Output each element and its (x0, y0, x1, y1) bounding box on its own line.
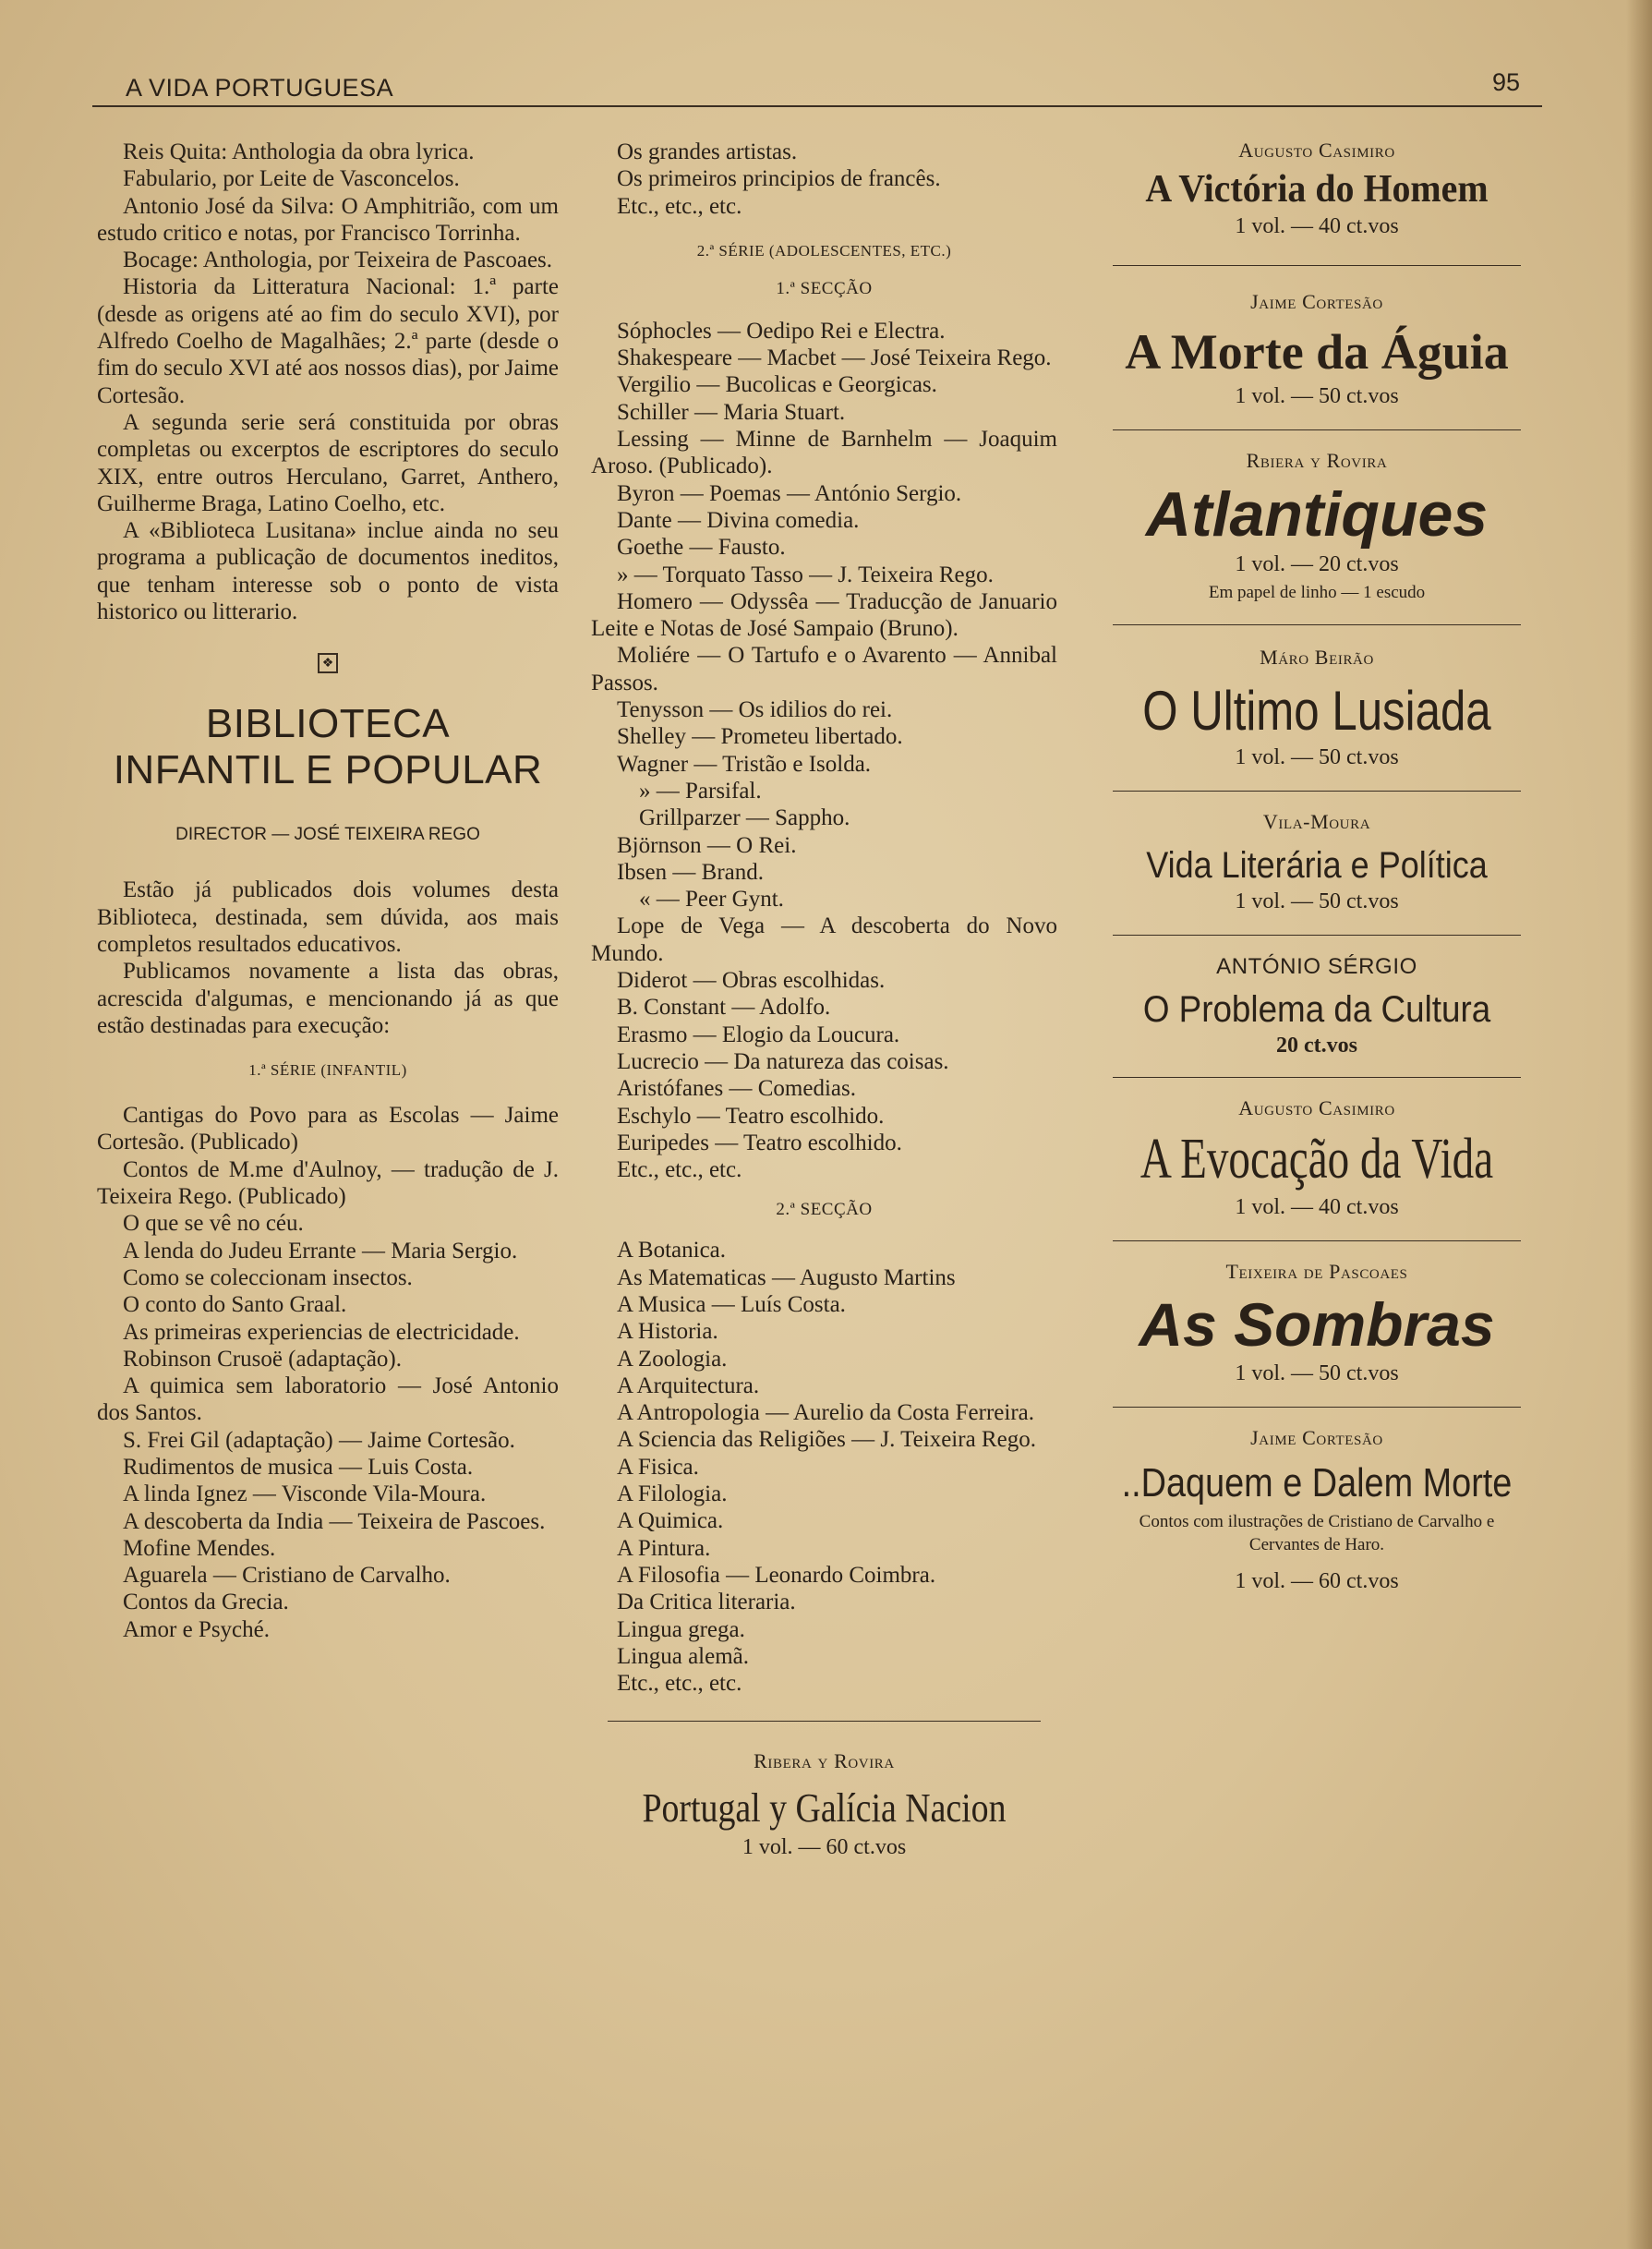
list-item: « — Peer Gynt. (639, 887, 784, 913)
divider (1113, 429, 1521, 430)
ad-author: Jaime Cortesão (1250, 1426, 1383, 1450)
ad-note: Em papel de linho — 1 escudo (1208, 583, 1426, 603)
list-item: Lingua alemã. (617, 1643, 749, 1669)
column-right-ads (1085, 139, 1549, 1594)
ad-price: 20 ct.vos (1276, 1034, 1357, 1058)
list-item: Wagner — Tristão e Isolda. (617, 751, 872, 777)
list-item: Rudimentos de musica — Luis Costa. (123, 1454, 474, 1480)
ad-title: Atlantiques (1145, 478, 1489, 550)
body-paragraph: Publicamos novamente a lista das obras, acrescida d'algumas, e mencionando já as que estão destinadas para execução: (97, 959, 559, 1038)
serie-heading: 2.ª SÉRIE (ADOLESCENTES, ETC.) (696, 241, 952, 260)
list-item: Lingua grega. (617, 1616, 745, 1642)
ad-author: Vila-Moura (1262, 810, 1371, 834)
body-paragraph: Estão já publicados dois volumes desta Biblioteca, destinada, sem dúvida, aos mais completos resultados educativos. (97, 877, 559, 957)
book-ad (1085, 1426, 1549, 1593)
ad-author: Jaime Cortesão (1250, 290, 1383, 314)
list-item: Tenysson — Os idilios do rei. (617, 697, 893, 723)
seccao1-list (591, 318, 1057, 1184)
seccao2-list (591, 1237, 1057, 1697)
ad-author: Ribera y Rovira (754, 1749, 895, 1773)
ad-title: A Victória do Homem (1145, 168, 1489, 211)
page-number: 95 (1491, 68, 1520, 96)
list-item: As Matematicas — Augusto Martins (617, 1264, 956, 1290)
ad-author: ANTÓNIO SÉRGIO (1216, 954, 1417, 980)
list-item: O que se vê no céu. (123, 1211, 304, 1237)
list-item: Schiller — Maria Stuart. (617, 399, 846, 425)
intro-list (97, 139, 559, 625)
column-left (97, 139, 559, 1643)
book-ad (1085, 646, 1549, 770)
list-item: As primeiras experiencias de electricidade. (123, 1319, 520, 1345)
list-item: Lope de Vega — A descoberta do Novo Mundo. (591, 913, 1057, 966)
seccao-heading: 1.ª SECÇÃO (776, 278, 873, 298)
intro-paragraph: Antonio José da Silva: O Amphitrião, com um estudo critico e notas, por Francisco Torrinha. (97, 193, 559, 246)
list-item: A Antropologia — Aurelio da Costa Ferreira. (617, 1400, 1035, 1426)
list-item: Dante — Divina comedia. (617, 507, 860, 533)
list-item: A Filosofia — Leonardo Coimbra. (617, 1562, 936, 1588)
section-title-line: BIBLIOTECA (205, 701, 451, 747)
seccao-heading: 2.ª SECÇÃO (776, 1200, 873, 1220)
list-item: A Musica — Luís Costa. (617, 1291, 846, 1317)
page-edge-shadow (1626, 0, 1652, 2249)
list-item: Os primeiros principios de francês. (617, 166, 941, 192)
list-item: Lucrecio — Da natureza das coisas. (617, 1048, 949, 1074)
list-item: A quimica sem laboratorio — José Antonio dos Santos. (97, 1373, 559, 1426)
list-item: Os grandes artistas. (617, 139, 798, 164)
serie1-list (97, 1102, 559, 1643)
ad-price: 1 vol. — 20 ct.vos (1235, 552, 1399, 577)
list-item: Cantigas do Povo para as Escolas — Jaime Cortesão. (Publicado) (97, 1103, 559, 1155)
book-ad (1085, 810, 1549, 914)
ad-author: Máro Beirão (1260, 646, 1374, 670)
ad-title: Vida Literária e Política (1146, 845, 1488, 887)
list-item: A Fisica. (617, 1454, 699, 1480)
list-item: Mofine Mendes. (123, 1535, 276, 1561)
list-item: Byron — Poemas — António Sergio. (617, 480, 962, 506)
list-item: S. Frei Gil (adaptação) — Jaime Cortesão. (123, 1427, 515, 1453)
ornament-icon: ❖ (318, 653, 338, 673)
ad-title: As Sombras (1139, 1289, 1495, 1359)
book-ad (591, 1749, 1057, 1859)
list-item: Ibsen — Brand. (617, 859, 764, 885)
list-item: Da Critica literaria. (617, 1590, 796, 1615)
list-item: A Quimica. (617, 1508, 724, 1534)
list-item: A Filologia. (617, 1481, 728, 1507)
intro-paragraph: A segunda serie será constituida por obras completas ou excerptos de escriptores do seculo XIX, entre outros Herculano, Garret, Anthero, Guilherme Braga, Latino Coelho, etc. (97, 409, 559, 516)
list-item: Shelley — Prometeu libertado. (617, 724, 903, 750)
book-ad (1085, 1260, 1549, 1387)
divider (1113, 1407, 1521, 1408)
list-item: A Historia. (617, 1319, 718, 1345)
list-item: Shakespeare — Macbet — José Teixeira Rego. (617, 345, 1052, 371)
divider (1113, 265, 1521, 266)
list-item: Contos da Grecia. (123, 1590, 289, 1615)
intro-paragraph: Reis Quita: Anthologia da obra lyrica. (123, 139, 475, 164)
ad-author: Augusto Casimiro (1238, 139, 1395, 162)
list-item: Grillparzer — Sappho. (639, 805, 850, 831)
list-item: A linda Ignez — Visconde Vila-Moura. (123, 1481, 487, 1507)
list-item: Diderot — Obras escolhidas. (617, 968, 886, 994)
list-item: Vergilio — Bucolicas e Georgicas. (617, 372, 937, 398)
ad-author: Rbiera y Rovira (1246, 448, 1388, 472)
list-item: » — Parsifal. (639, 778, 762, 804)
divider (1113, 624, 1521, 625)
list-item: Como se coleccionam insectos. (123, 1264, 413, 1290)
ad-price: 1 vol. — 40 ct.vos (1235, 214, 1399, 239)
ad-author: Teixeira de Pascoaes (1225, 1259, 1408, 1283)
book-ad (1085, 449, 1549, 605)
book-ad (1085, 954, 1549, 1058)
list-item: A descoberta da India — Teixeira de Pascoes. (123, 1508, 546, 1534)
ad-price: 1 vol. — 60 ct.vos (1235, 1568, 1399, 1593)
journal-title: A VIDA PORTUGUESA (126, 74, 394, 102)
list-item: A Zoologia. (617, 1346, 728, 1372)
list-item: B. Constant — Adolfo. (617, 995, 831, 1021)
book-ad (1085, 290, 1549, 408)
list-item: Etc., etc., etc. (617, 193, 742, 219)
list-item: Erasmo — Elogio da Loucura. (617, 1022, 900, 1047)
list-item: Etc., etc., etc. (617, 1671, 742, 1697)
list-item: A Arquitectura. (617, 1372, 760, 1398)
ad-title: A Morte da Águia (1125, 324, 1509, 381)
book-ad (1085, 1096, 1549, 1219)
list-item: A lenda do Judeu Errante — Maria Sergio. (123, 1238, 518, 1264)
ad-author: Augusto Casimiro (1238, 1096, 1395, 1120)
ad-note: Contos com ilustrações de Cristiano de Carvalho e Cervantes de Haro. (1139, 1511, 1495, 1554)
book-ad (1085, 139, 1549, 239)
intro-paragraph: A «Biblioteca Lusitana» inclue ainda no seu programa a publicação de documentos ineditos, que tenham interesse sob o ponto de vista historico ou litterario. (97, 518, 559, 625)
ad-title: Portugal y Galícia Nacion (642, 1785, 1007, 1832)
divider (1113, 935, 1521, 936)
serie-heading: 1.ª SÉRIE (INFANTIL) (248, 1061, 407, 1080)
ad-price: 1 vol. — 50 ct.vos (1235, 889, 1399, 914)
ad-title: O Problema da Cultura (1142, 989, 1491, 1031)
list-item: Aguarela — Cristiano de Carvalho. (123, 1563, 451, 1589)
divider (1113, 791, 1521, 792)
intro-paragraph: Historia da Litteratura Nacional: 1.ª parte (desde as origens até ao fim do seculo XVI), por Alfredo Coelho de Magalhães; 2.ª parte (desde o fim do seculo XVI até aos nossos dias), por Jaime Cortesão. (97, 274, 559, 408)
list-item: Etc., etc., etc. (617, 1157, 742, 1183)
list-item: Lessing — Minne de Barnhelm — Joaquim Aroso. (Publicado). (591, 427, 1057, 479)
list-item: » — Torquato Tasso — J. Teixeira Rego. (617, 562, 994, 587)
ad-price: 1 vol. — 50 ct.vos (1235, 745, 1399, 770)
ad-price: 1 vol. — 50 ct.vos (1235, 383, 1399, 408)
column-middle (591, 139, 1057, 1860)
director-line: DIRECTOR — JOSÉ TEIXEIRA REGO (175, 825, 480, 845)
list-item: A Pintura. (617, 1535, 711, 1561)
list-item: Amor e Psyché. (123, 1616, 270, 1642)
ad-price: 1 vol. — 40 ct.vos (1235, 1194, 1399, 1219)
running-header (92, 68, 1542, 107)
list-item: A Botanica. (617, 1238, 727, 1264)
list-item: Moliére — O Tartufo e o Avarento — Annibal Passos. (591, 643, 1057, 695)
list-item: A Sciencia das Religiões — J. Teixeira Rego. (617, 1427, 1036, 1453)
list-item: Robinson Crusoë (adaptação). (123, 1346, 403, 1372)
ad-title: A Evocação da Vida (1140, 1128, 1494, 1191)
ad-title: O Ultimo Lusiada (1142, 680, 1491, 743)
intro-paragraph: Fabulario, por Leite de Vasconcelos. (123, 166, 460, 192)
list-item: Homero — Odyssêa — Traducção de Januario Leite e Notas de José Sampaio (Bruno). (591, 588, 1057, 642)
list-item: Aristófanes — Comedias. (617, 1076, 856, 1102)
divider (1113, 1077, 1521, 1078)
list-item: Contos de M.me d'Aulnoy, — tradução de J. Teixeira Rego. (Publicado) (97, 1156, 559, 1210)
divider (1113, 1240, 1521, 1241)
intro-paragraph: Bocage: Anthologia, por Teixeira de Pascoaes. (123, 248, 553, 273)
list-item: Eschylo — Teatro escolhido. (617, 1103, 885, 1129)
list-item: Björnson — O Rei. (617, 832, 797, 858)
list-item: Goethe — Fausto. (617, 535, 786, 561)
list-item: Euripedes — Teatro escolhido. (617, 1130, 902, 1155)
list-item: O conto do Santo Graal. (123, 1292, 347, 1318)
ad-price: 1 vol. — 60 ct.vos (742, 1834, 907, 1859)
divider (608, 1721, 1041, 1722)
ad-title: ..Daquem e Dalem Morte (1121, 1460, 1513, 1506)
section-title-line: INFANTIL E POPULAR (113, 747, 543, 793)
list-item: Sóphocles — Oedipo Rei e Electra. (617, 318, 946, 344)
ad-price: 1 vol. — 50 ct.vos (1235, 1361, 1399, 1386)
